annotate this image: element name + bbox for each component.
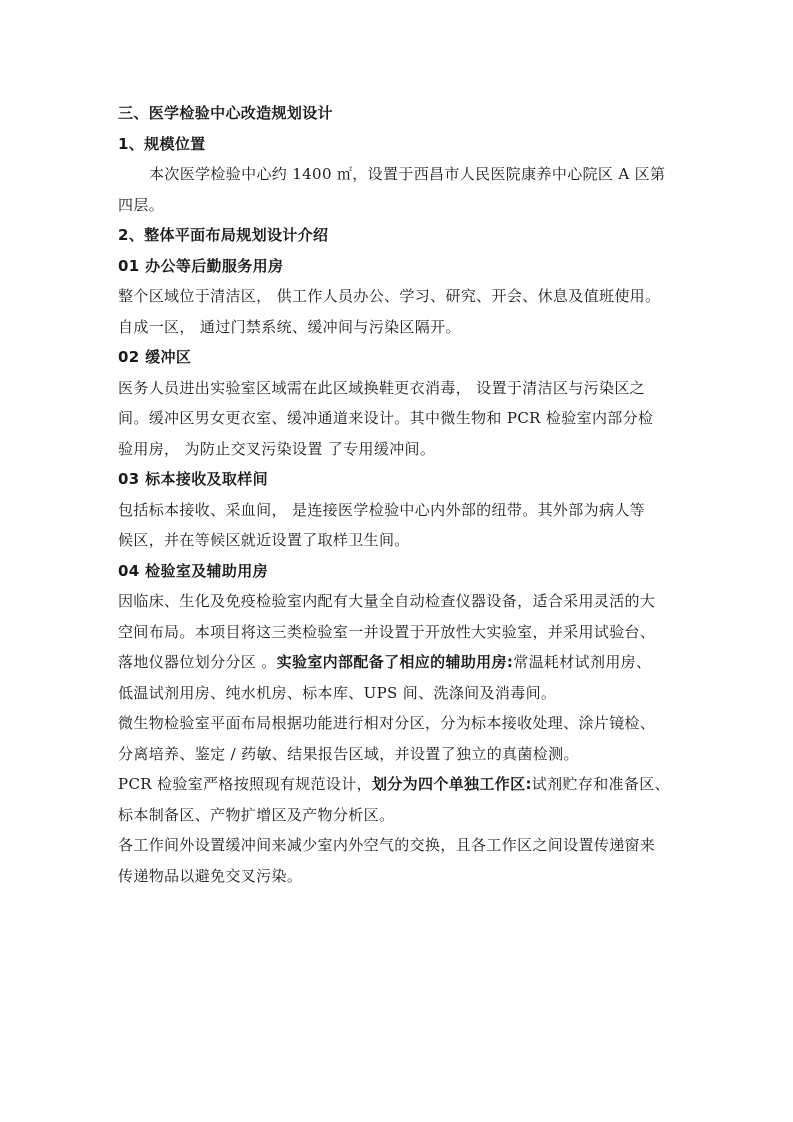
item-title: 04 检验室及辅助用房 <box>118 561 268 580</box>
paragraph-line: 候区，并在等候区就近设置了取样卫生间。 <box>118 531 410 549</box>
paragraph-line: 本次医学检验中心约 1400 ㎡，设置于西昌市人民医院康养中心院区 A 区第 <box>149 165 666 183</box>
subsection-title: 2、整体平面布局规划设计介绍 <box>118 226 329 244</box>
paragraph-line: 传递物品以避免交叉污染。 <box>118 866 303 885</box>
paragraph-line <box>118 647 678 678</box>
paragraph-line: 包括标本接收、采血间， 是连接医学检验中心内外部的纽带。其外部为病人等 <box>118 500 646 519</box>
paragraph-line: 间。缓冲区男女更衣室、缓冲通道来设计。其中微生物和 PCR 检验室内部分检 <box>118 409 654 427</box>
paragraph-line: 各工作间外设置缓冲间来减少室内外空气的交换，且各工作区之间设置传递窗来 <box>118 836 656 854</box>
text-run: 试剂贮存和准备区、 <box>531 775 670 793</box>
item-title: 02 缓冲区 <box>118 348 192 366</box>
text-run: 落地仪器位划分分区 。 <box>118 653 277 671</box>
paragraph-line: 低温试剂用房、纯水机房、标本库、UPS 间、洗涤间及消毒间。 <box>118 683 557 702</box>
paragraph-line: 整个区域位于清洁区， 供工作人员办公、学习、研究、开会、休息及值班使用。 <box>118 287 661 305</box>
paragraph-line: 空间布局。本项目将这三类检验室一并设置于开放性大实验室，并采用试验台、 <box>118 622 656 641</box>
paragraph-line <box>118 769 678 800</box>
subsection-title: 1、规模位置 <box>118 134 206 153</box>
bold-text-run: 实验室内部配备了相应的辅助用房: <box>276 653 514 671</box>
paragraph-line: 自成一区， 通过门禁系统、缓冲间与污染区隔开。 <box>118 317 461 336</box>
item-title: 03 标本接收及取样间 <box>118 470 268 488</box>
paragraph-line: 因临床、生化及免疫检验室内配有大量全自动检查仪器设备，适合采用灵活的大 <box>118 592 656 610</box>
paragraph-line: 医务人员进出实验室区域需在此区域换鞋更衣消毒， 设置于清洁区与污染区之 <box>118 378 646 397</box>
paragraph-line: 验用房， 为防止交叉污染设置 了专用缓冲间。 <box>118 439 436 458</box>
paragraph-line: 标本制备区、产物扩增区及产物分析区。 <box>118 805 395 824</box>
section-title: 三、医学检验中心改造规划设计 <box>118 104 333 122</box>
paragraph-line: 分离培养、鉴定 / 药敏、结果报告区域，并设置了独立的真菌检测。 <box>118 744 579 763</box>
text-run: 常温耗材试剂用房、 <box>513 653 652 671</box>
text-run: PCR 检验室严格按照现有规范设计， <box>118 775 372 793</box>
document-body <box>118 98 678 891</box>
paragraph-line: 微生物检验室平面布局根据功能进行相对分区，分为标本接收处理、涂片镜检、 <box>118 714 656 732</box>
item-title: 01 办公等后勤服务用房 <box>118 256 284 275</box>
paragraph-line: 四层。 <box>118 195 165 214</box>
bold-text-run: 划分为四个单独工作区: <box>371 775 532 793</box>
